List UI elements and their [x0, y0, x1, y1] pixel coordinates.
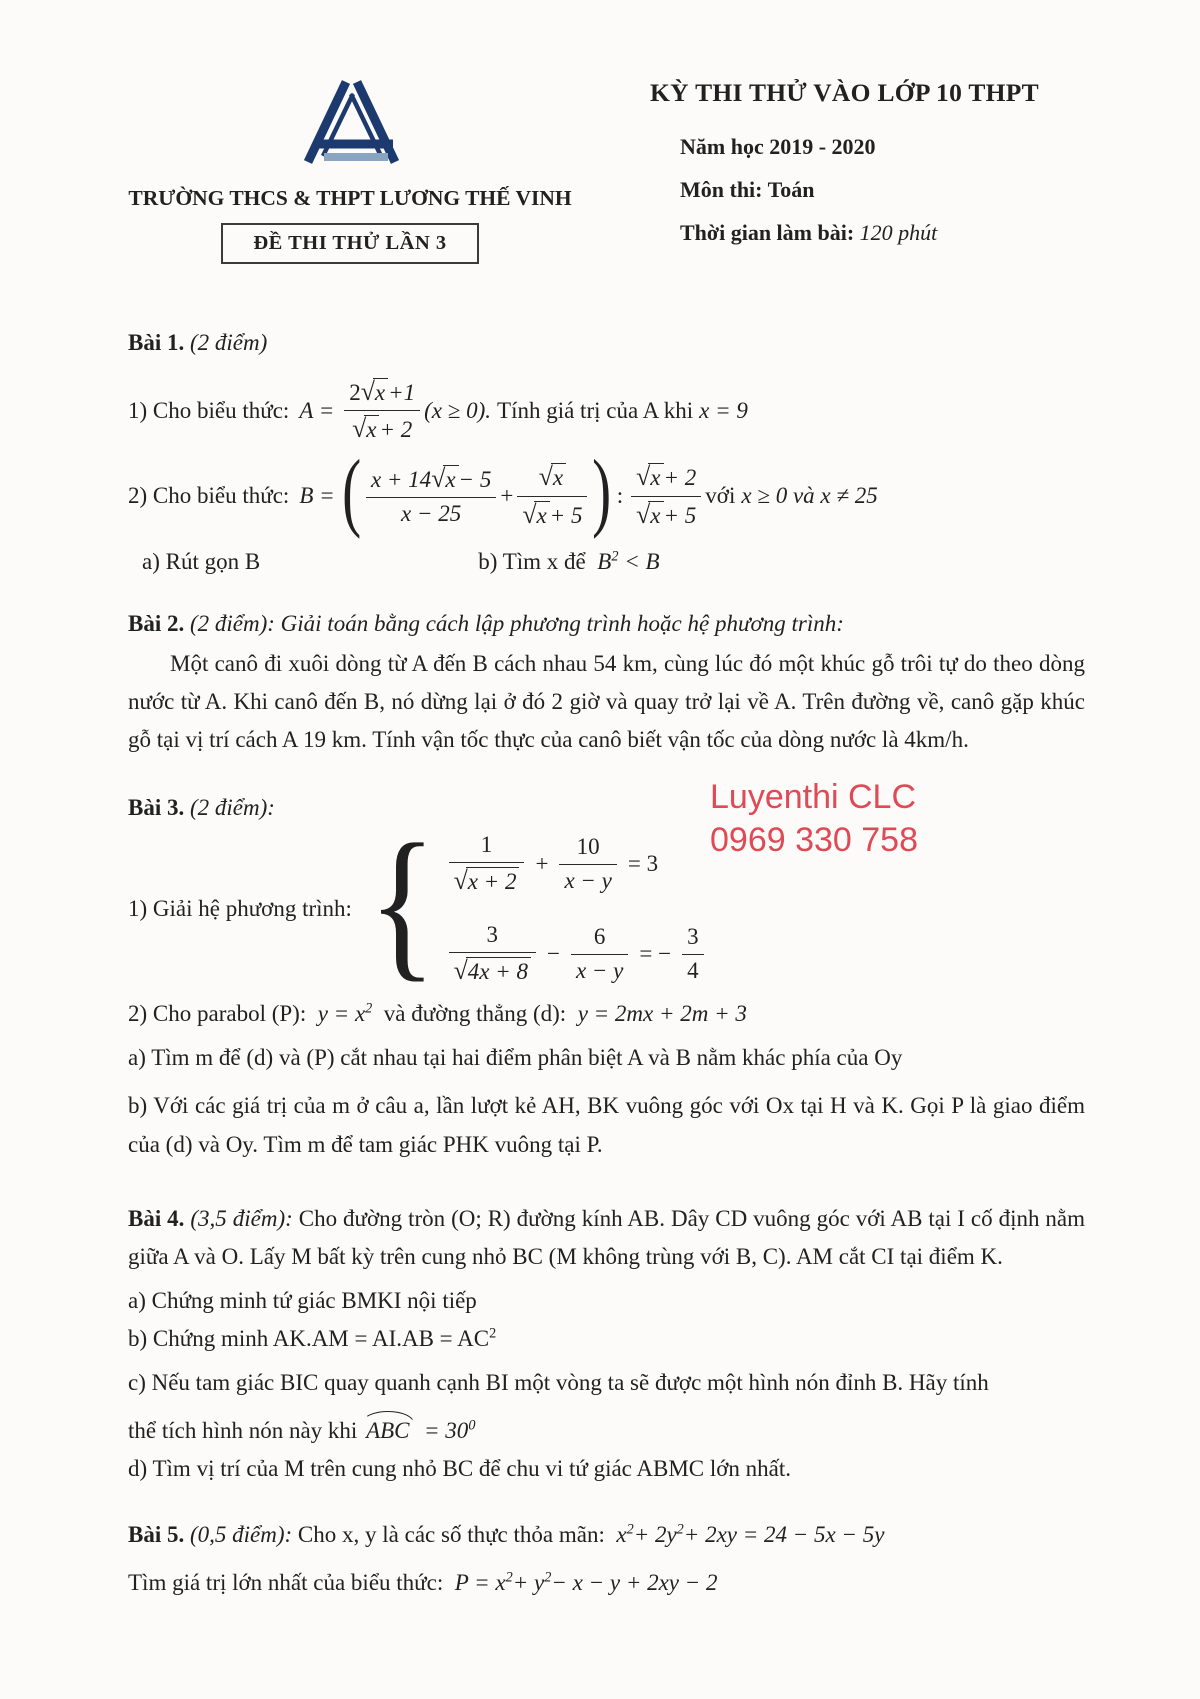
- watermark: [710, 776, 918, 862]
- header-left: [120, 70, 580, 264]
- fraction: $\frac{√x + 2}{√x + 5}$: [631, 461, 701, 530]
- bai5-points: (0,5 điểm):: [189, 1522, 293, 1548]
- fraction: $\frac{x + 14√x - 5}{x - 25}$: [366, 463, 496, 529]
- minus-sign: −: [546, 941, 560, 967]
- bai1-a: a) Rút gọn B: [142, 548, 261, 574]
- exam-title: KỲ THI THỬ VÀO LỚP 10 THPT: [650, 78, 1039, 107]
- equations: [445, 831, 708, 987]
- bai1-q2-cond: x ≥ 0 và x ≠ 25: [741, 483, 878, 509]
- bai3-heading: [128, 795, 1085, 821]
- time-limit: [680, 220, 1039, 246]
- bai1-b: b) Tìm x để $B^2 < B$: [478, 548, 660, 574]
- equals-minus: = −: [639, 941, 672, 967]
- bai3-q1-label: 1) Giải hệ phương trình:: [128, 896, 352, 922]
- colon-sign: :: [616, 483, 624, 509]
- bai3-system: 1) Giải hệ phương trình: { $\frac{1}{√x + 2}$ + $\frac{10}{x - y}$ = 3 $\frac{3}{√4x + 8}$ − $\frac{6}{x - y}$ = − $\frac{3}{4}$: [128, 831, 1085, 987]
- watermark-line2: 0969 330 758: [710, 820, 918, 859]
- plus-sign: +: [500, 483, 514, 509]
- bai3-q2: 2) Cho parabol (P): $y = x^2$ và đường thẳng (d): y = 2mx + 2m + 3: [128, 1000, 747, 1027]
- fraction: $\frac{6}{x - y}$: [571, 923, 628, 986]
- bai1-q1: [128, 376, 1085, 445]
- bai1-q2-lhs: B =: [299, 483, 335, 509]
- bai1-title: Bài 1.: [128, 330, 185, 355]
- time-value: 120 phút: [859, 220, 938, 245]
- school-name: TRƯỜNG THCS & THPT LƯƠNG THẾ VINH: [128, 186, 572, 210]
- bai3-points: (2 điểm):: [189, 795, 275, 821]
- bai5-equation: $x^2+ 2y^2+ 2xy = 24 - 5x - 5y$: [616, 1521, 885, 1548]
- bai2-heading: [128, 611, 1085, 637]
- bai5-line2: [128, 1570, 1085, 1596]
- arc-notation: ABC: [363, 1414, 412, 1444]
- bai1-q2: 2) Cho biểu thức: B = ( $\frac{x + 14√x - 5}{x - 25}$ + $\frac{√x}{√x + 5}$ ) : $\frac{√x + 2}{√x + 5}$ với x ≥ 0 và x ≠ 25: [128, 443, 878, 541]
- bai1-q1-tail: Tính giá trị của A khi: [497, 397, 694, 423]
- bai5-expression: $P = x^2+ y^2- x - y + 2xy - 2$: [454, 1569, 718, 1596]
- fraction: $\frac{10}{x - y}$: [559, 833, 616, 896]
- bai1-q1-label: 1) Cho biểu thức:: [128, 397, 290, 423]
- bai4-c-line1: c) Nếu tam giác BIC quay quanh cạnh BI một vòng ta sẽ được một hình nón đỉnh B. Hãy tính: [128, 1370, 989, 1396]
- bai1-points: (2 điểm): [189, 330, 268, 355]
- header-right: [650, 70, 1039, 264]
- bai5-title: Bài 5.: [128, 1522, 185, 1548]
- bai1-q1-lhs: A =: [299, 397, 335, 423]
- bai4-intro: [128, 1200, 1085, 1276]
- bai5-line1: [128, 1522, 1085, 1548]
- equation-1: [445, 831, 708, 897]
- equation-2: [445, 921, 708, 987]
- school-year: Năm học 2019 - 2020: [680, 134, 876, 159]
- equals-value: = 3: [627, 851, 659, 877]
- bai5-pre: Cho x, y là các số thực thỏa mãn:: [297, 1522, 605, 1548]
- exam-round-box: ĐỀ THI THỬ LẦN 3: [221, 223, 478, 264]
- watermark-line1: Luyenthi CLC: [710, 778, 917, 816]
- plus-sign: +: [535, 851, 549, 877]
- fraction: $\frac{√x}{√x + 5}$: [517, 461, 587, 530]
- bai1-heading: [128, 330, 1085, 356]
- school-logo: [120, 70, 580, 170]
- bai1-q1-value: x = 9: [699, 397, 748, 423]
- fraction: $\frac{3}{4}$: [682, 923, 704, 986]
- subject: Môn thi: Toán: [680, 177, 815, 202]
- bai3-b: b) Với các giá trị của m ở câu a, lần lượt kẻ AH, BK vuông góc với Ox tại H và K. Gọi P là giao điểm của (d) và Oy. Tìm m để tam giác PHK vuông tại P.: [128, 1093, 1085, 1157]
- bai3-title: Bài 3.: [128, 795, 185, 821]
- bai4-d: d) Tìm vị trí của M trên cung nhỏ BC để chu vi tứ giác ABMC lớn nhất.: [128, 1456, 792, 1482]
- bai4-b: b) Chứng minh $AK.AM = AI.AB = AC^2$: [128, 1325, 497, 1352]
- fraction: $\frac{3}{√4x + 8}$: [449, 921, 536, 987]
- time-label: Thời gian làm bài:: [680, 220, 855, 245]
- bai1-q1-cond: (x ≥ 0).: [424, 397, 492, 423]
- bai4-title: Bài 4.: [128, 1205, 185, 1231]
- bai4-c-line2: thể tích hình nón này khi ABC = $30^0$: [128, 1414, 1085, 1444]
- bai1-q2-label: 2) Cho biểu thức:: [128, 483, 290, 509]
- content: [0, 330, 1200, 1596]
- triangle-logo-icon: [272, 70, 428, 170]
- bai4-intro-text: Cho đường tròn (O; R) đường kính AB. Dây CD vuông góc với AB tại I cố định nằm giữa A và O. Lấy M bất kỳ trên cung nhỏ BC (M không trùng với B, C). AM cắt CI tại điểm K.: [128, 1205, 1086, 1269]
- bai1-q2-voi: với: [705, 483, 736, 509]
- bai5-l2-pre: Tìm giá trị lớn nhất của biểu thức:: [128, 1570, 444, 1596]
- fraction: $\frac{2√x +1}{√x + 2}$: [344, 376, 420, 445]
- bai2-intro: (2 điểm): Giải toán bằng cách lập phương trình hoặc hệ phương trình:: [189, 610, 844, 636]
- bai2-body: Một canô đi xuôi dòng từ A đến B cách nhau 54 km, cùng lúc đó một khúc gỗ trôi tự do theo dòng nước từ A. Khi canô đến B, nó dừng lại ở đó 2 giờ và quay trở lại về A. Trên đường về, canô gặp khúc gỗ tại vị trí cách A 19 km. Tính vận tốc thực của canô biết vận tốc của dòng nước là 4km/h.: [128, 650, 1085, 753]
- bai4-points: (3,5 điểm):: [190, 1205, 293, 1231]
- bai2-title: Bài 2.: [128, 610, 185, 636]
- header: [0, 0, 1200, 264]
- bai4-a: a) Chứng minh tứ giác BMKI nội tiếp: [128, 1288, 477, 1314]
- bai3-a: a) Tìm m để (d) và (P) cắt nhau tại hai điểm phân biệt A và B nằm khác phía của Oy: [128, 1045, 903, 1071]
- bai1-ab: [128, 549, 1085, 575]
- fraction: $\frac{1}{√x + 2}$: [449, 831, 525, 897]
